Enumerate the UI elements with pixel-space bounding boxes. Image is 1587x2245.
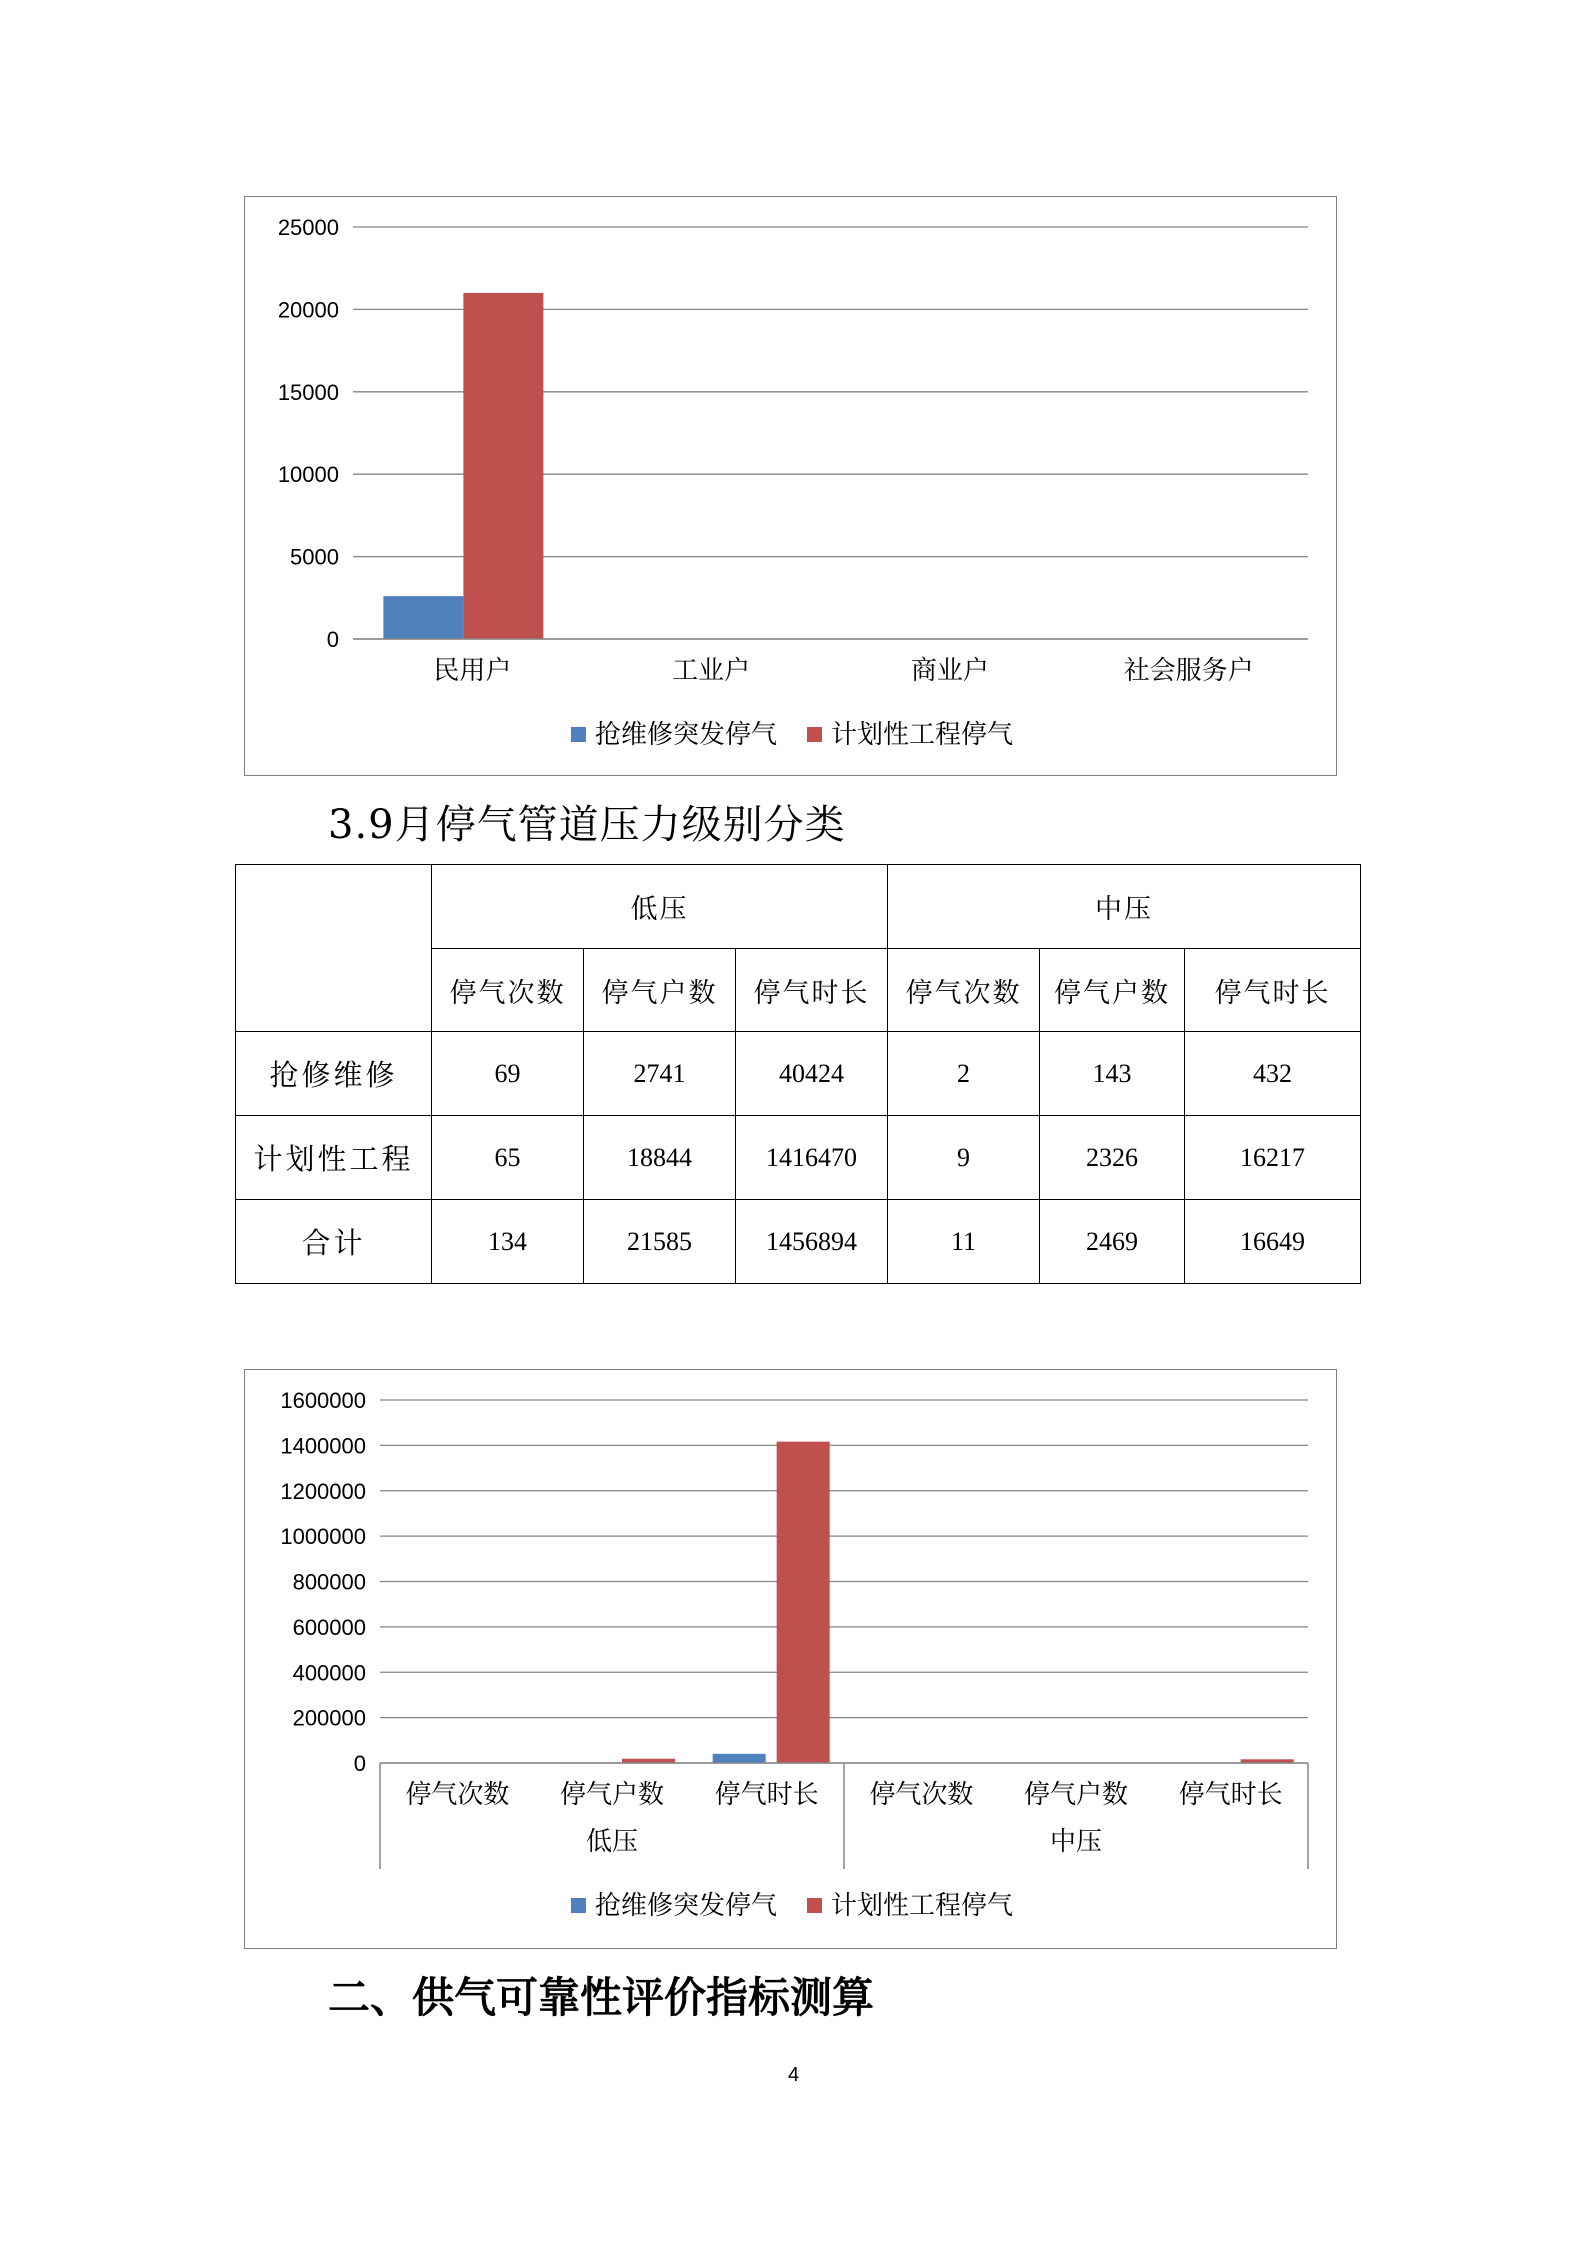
- sub-header: 停气次数: [432, 949, 584, 1032]
- table-cell: 2469: [1040, 1200, 1185, 1284]
- x-category-label: 停气时长: [1178, 1780, 1283, 1810]
- group-header-medium-pressure: 中压: [888, 865, 1361, 949]
- legend-swatch: [807, 1898, 822, 1913]
- household-outage-chart-svg: [245, 197, 1338, 777]
- sub-header: 停气次数: [888, 949, 1040, 1032]
- x-group-label: 低压: [585, 1827, 639, 1857]
- sub-header: 停气时长: [736, 949, 888, 1032]
- pressure-level-chart-svg: [245, 1370, 1338, 1950]
- table-row: [236, 1200, 1361, 1284]
- x-category-label: 停气户数: [1023, 1780, 1129, 1810]
- legend-label: 计划性工程停气: [831, 1891, 1014, 1921]
- legend-label: 计划性工程停气: [831, 720, 1014, 750]
- y-tick-label: 400000: [292, 1660, 366, 1686]
- table-cell: 1456894: [736, 1200, 888, 1284]
- row-label: 合计: [236, 1200, 432, 1284]
- x-group-label: 中压: [1049, 1827, 1103, 1857]
- x-category-label: 停气次数: [869, 1780, 974, 1810]
- y-tick-label: 1600000: [280, 1388, 366, 1413]
- group-header-low-pressure: 低压: [432, 865, 888, 949]
- bar-emergency-repair: [713, 1754, 766, 1763]
- y-tick-label: 10000: [277, 462, 339, 488]
- bar-planned-work: [463, 293, 543, 639]
- table-corner-cell: [236, 865, 432, 1032]
- row-label: 抢修维修: [236, 1032, 432, 1116]
- section-heading-pressure-level: 3.9月停气管道压力级别分类: [328, 802, 846, 848]
- y-tick-label: 25000: [277, 215, 339, 240]
- table-cell: 2: [888, 1032, 1040, 1116]
- sub-header: 停气户数: [1040, 949, 1185, 1032]
- table-cell: 16649: [1185, 1200, 1361, 1284]
- page-number: 4: [787, 2064, 800, 2086]
- bar-emergency-repair: [383, 596, 463, 639]
- table-row: [236, 1032, 1361, 1116]
- table-cell: 40424: [736, 1032, 888, 1116]
- legend-label: 抢维修突发停气: [595, 720, 778, 750]
- bar-planned-work: [777, 1442, 830, 1763]
- y-tick-label: 20000: [277, 297, 339, 323]
- y-tick-label: 200000: [292, 1705, 366, 1731]
- legend-swatch: [807, 727, 822, 742]
- legend-swatch: [571, 727, 586, 742]
- x-category-label: 停气次数: [405, 1780, 510, 1810]
- table-cell: 134: [432, 1200, 584, 1284]
- x-category-label: 民用户: [433, 656, 512, 686]
- table-cell: 21585: [584, 1200, 736, 1284]
- y-tick-label: 0: [326, 627, 339, 652]
- x-category-label: 停气时长: [714, 1780, 819, 1810]
- sub-header: 停气时长: [1185, 949, 1361, 1032]
- table-cell: 11: [888, 1200, 1040, 1284]
- legend-label: 抢维修突发停气: [595, 1891, 778, 1921]
- table-cell: 16217: [1185, 1116, 1361, 1200]
- y-tick-label: 1200000: [280, 1478, 366, 1504]
- x-category-label: 停气户数: [559, 1780, 665, 1810]
- table-cell: 65: [432, 1116, 584, 1200]
- household-outage-chart: [244, 196, 1337, 776]
- y-tick-label: 800000: [292, 1569, 366, 1595]
- x-category-label: 社会服务户: [1123, 656, 1254, 686]
- table-cell: 2326: [1040, 1116, 1185, 1200]
- row-label: 计划性工程: [236, 1116, 432, 1200]
- x-category-label: 工业户: [672, 656, 751, 686]
- sub-header: 停气户数: [584, 949, 736, 1032]
- table-cell: 143: [1040, 1032, 1185, 1116]
- y-tick-label: 5000: [290, 544, 339, 570]
- table-row: [236, 1116, 1361, 1200]
- table-cell: 18844: [584, 1116, 736, 1200]
- pressure-level-chart: [244, 1369, 1337, 1949]
- legend-swatch: [571, 1898, 586, 1913]
- y-tick-label: 1400000: [280, 1433, 366, 1459]
- x-category-label: 商业户: [910, 656, 989, 686]
- table-cell: 69: [432, 1032, 584, 1116]
- table-cell: 432: [1185, 1032, 1361, 1116]
- y-tick-label: 15000: [277, 379, 339, 405]
- y-tick-label: 0: [353, 1751, 366, 1776]
- y-tick-label: 1000000: [280, 1524, 366, 1550]
- table-cell: 9: [888, 1116, 1040, 1200]
- table-cell: 1416470: [736, 1116, 888, 1200]
- y-tick-label: 600000: [292, 1614, 366, 1640]
- pressure-level-table: [235, 864, 1361, 1284]
- table-cell: 2741: [584, 1032, 736, 1116]
- section-heading-reliability: 二、供气可靠性评价指标测算: [328, 1973, 875, 2022]
